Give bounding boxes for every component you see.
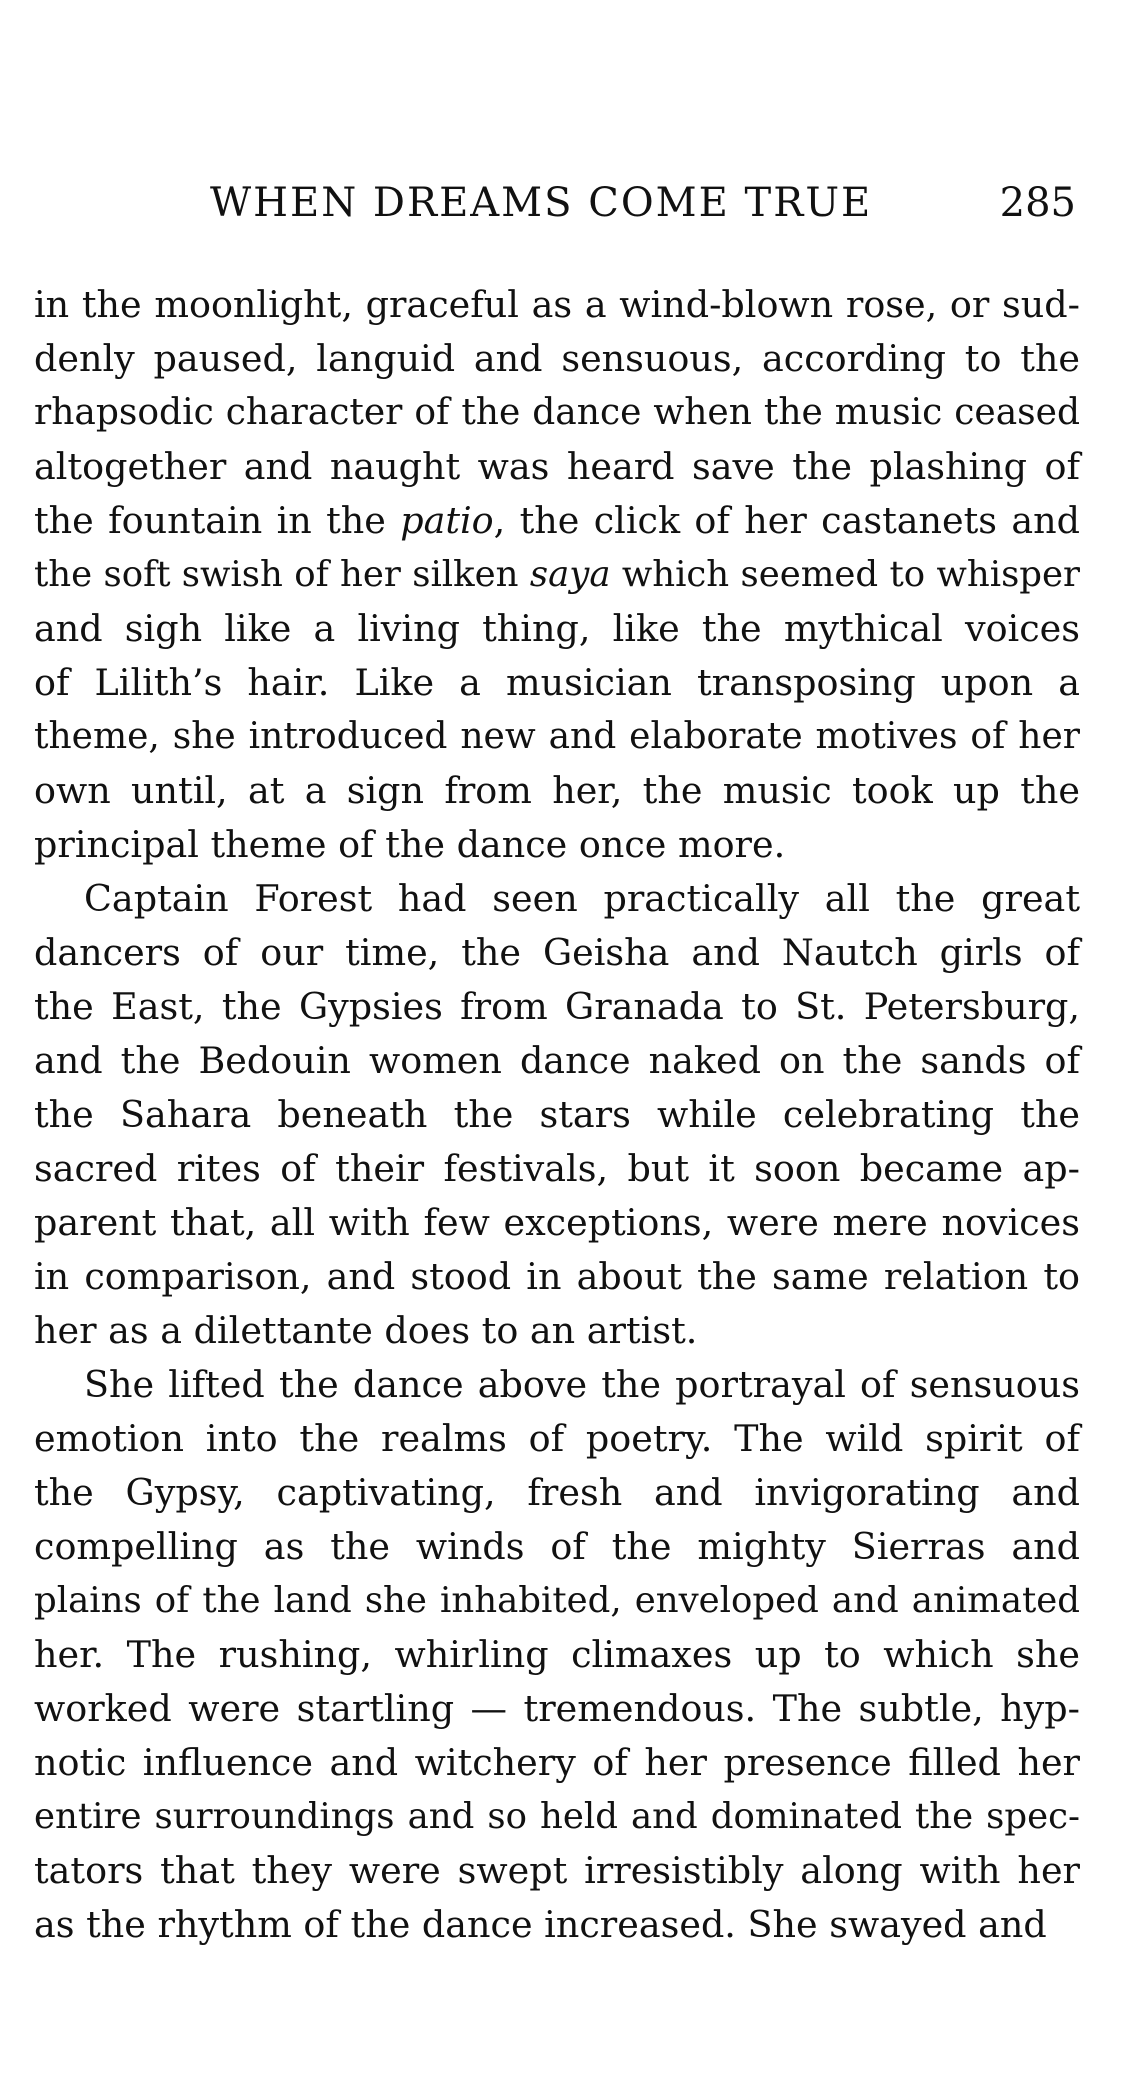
italic-word: saya	[529, 554, 611, 595]
text-line: sacred rites of their festivals, but it soon became ap-	[34, 1147, 1080, 1190]
running-title: WHEN DREAMS COME TRUE	[210, 180, 873, 226]
text-line: parent that, all with few exceptions, were mere novices	[34, 1201, 1080, 1244]
text-line: and the Bedouin women dance naked on the sands of	[34, 1039, 1080, 1082]
text-line: emotion into the realms of poetry. The wild spirit of	[34, 1417, 1080, 1460]
text-line: notic influence and witchery of her presence filled her	[34, 1741, 1080, 1784]
text-line: the soft swish of her silken saya which seemed to whisper	[34, 554, 1080, 595]
text-line: She lifted the dance above the portrayal of sensuous	[84, 1363, 1080, 1406]
text-line: worked were startling — tremendous. The subtle, hyp-	[34, 1687, 1080, 1730]
text-line: plains of the land she inhabited, enveloped and animated	[34, 1580, 1080, 1621]
text-line: theme, she introduced new and elaborate motives of her	[34, 716, 1080, 757]
text-line: entire surroundings and so held and dominated the spec-	[34, 1796, 1080, 1837]
body-text	[34, 278, 1080, 1952]
text-line: the fountain in the patio, the click of her castanets and	[34, 499, 1080, 542]
running-head	[34, 178, 1080, 228]
text-line: principal theme of the dance once more.	[34, 823, 786, 866]
text-line: tators that they were swept irresistibly along with her	[34, 1849, 1080, 1892]
text-line: rhapsodic character of the dance when the music ceased	[34, 392, 1080, 433]
text-line: as the rhythm of the dance increased. She swayed and	[34, 1903, 1047, 1946]
text-line: of Lilith’s hair. Like a musician transposing upon a	[34, 661, 1080, 704]
text-line: her. The rushing, whirling climaxes up to which she	[34, 1633, 1080, 1676]
text-line: Captain Forest had seen practically all the great	[84, 877, 1080, 920]
page-number: 285	[999, 180, 1076, 226]
text-line: the East, the Gypsies from Granada to St. Petersburg,	[34, 985, 1080, 1028]
text-line: dancers of our time, the Geisha and Nautch girls of	[34, 931, 1080, 974]
text-line: her as a dilettante does to an artist.	[34, 1309, 698, 1352]
text-line: denly paused, languid and sensuous, according to the	[34, 337, 1080, 380]
text-line: compelling as the winds of the mighty Sierras and	[34, 1525, 1080, 1568]
text-line: the Sahara beneath the stars while celebrating the	[34, 1093, 1080, 1136]
text-line: altogether and naught was heard save the plashing of	[34, 445, 1080, 488]
text-line: in comparison, and stood in about the same relation to	[34, 1255, 1080, 1298]
text-line: and sigh like a living thing, like the mythical voices	[34, 607, 1080, 650]
text-line: in the moonlight, graceful as a wind-blown rose, or sud-	[34, 283, 1080, 326]
italic-word: patio	[400, 499, 494, 542]
text-line: the Gypsy, captivating, fresh and invigorating and	[34, 1471, 1080, 1514]
text-line: own until, at a sign from her, the music took up the	[34, 769, 1080, 812]
